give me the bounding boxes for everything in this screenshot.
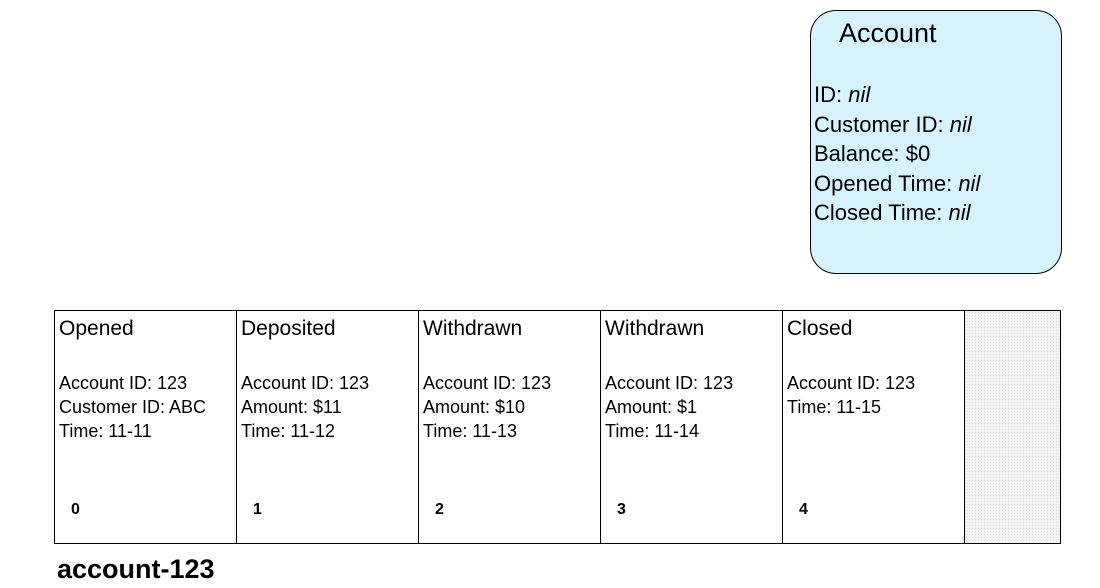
event-withdrawn-1 <box>419 311 601 543</box>
event-detail-line: Account ID: 123 <box>241 373 370 393</box>
event-detail-line: Account ID: 123 <box>787 373 916 393</box>
account-fields <box>814 80 980 228</box>
event-closed <box>783 311 965 543</box>
event-detail-line: Account ID: 123 <box>605 373 734 393</box>
event-index: 0 <box>71 501 80 518</box>
event-detail-line: Account ID: 123 <box>59 373 188 393</box>
account-title: Account <box>839 18 937 48</box>
account-field-id: ID: nil <box>814 82 871 107</box>
account-field-closed-time: Closed Time: nil <box>814 200 971 225</box>
event-detail-line: Time: 11-14 <box>605 421 700 441</box>
account-field-opened-time: Opened Time: nil <box>814 170 981 196</box>
account-field-customer-id: Customer ID: nil <box>814 111 972 137</box>
event-details <box>59 371 206 443</box>
event-detail-line: Amount: $1 <box>605 397 698 417</box>
event-details <box>787 371 915 419</box>
event-detail-line: Account ID: 123 <box>423 373 552 393</box>
event-withdrawn-2 <box>601 311 783 543</box>
event-type: Withdrawn <box>605 317 705 340</box>
account-field-balance: Balance: $0 <box>814 141 931 166</box>
event-detail-line: Amount: $11 <box>241 397 342 417</box>
empty-event-slot <box>965 311 1060 543</box>
event-detail-line: Time: 11-11 <box>59 421 152 441</box>
event-type: Closed <box>787 317 853 340</box>
event-detail-line: Time: 11-12 <box>241 421 336 441</box>
event-index: 4 <box>799 501 808 518</box>
stream-label: account-123 <box>57 554 215 584</box>
event-details <box>423 371 551 443</box>
event-deposited <box>237 311 419 543</box>
event-details <box>241 371 369 443</box>
account-state-box <box>810 10 1062 274</box>
event-index: 1 <box>253 501 262 518</box>
event-type: Deposited <box>241 317 336 340</box>
event-index: 3 <box>617 501 626 518</box>
event-type: Withdrawn <box>423 317 523 340</box>
event-type: Opened <box>59 317 134 340</box>
event-index: 2 <box>435 501 444 518</box>
event-detail-line: Customer ID: ABC <box>59 397 207 417</box>
event-detail-line: Time: 11-15 <box>787 397 882 417</box>
event-detail-line: Amount: $10 <box>423 397 526 417</box>
event-detail-line: Time: 11-13 <box>423 421 518 441</box>
event-stream <box>54 310 1061 544</box>
event-opened <box>55 311 237 543</box>
event-details <box>605 371 733 443</box>
